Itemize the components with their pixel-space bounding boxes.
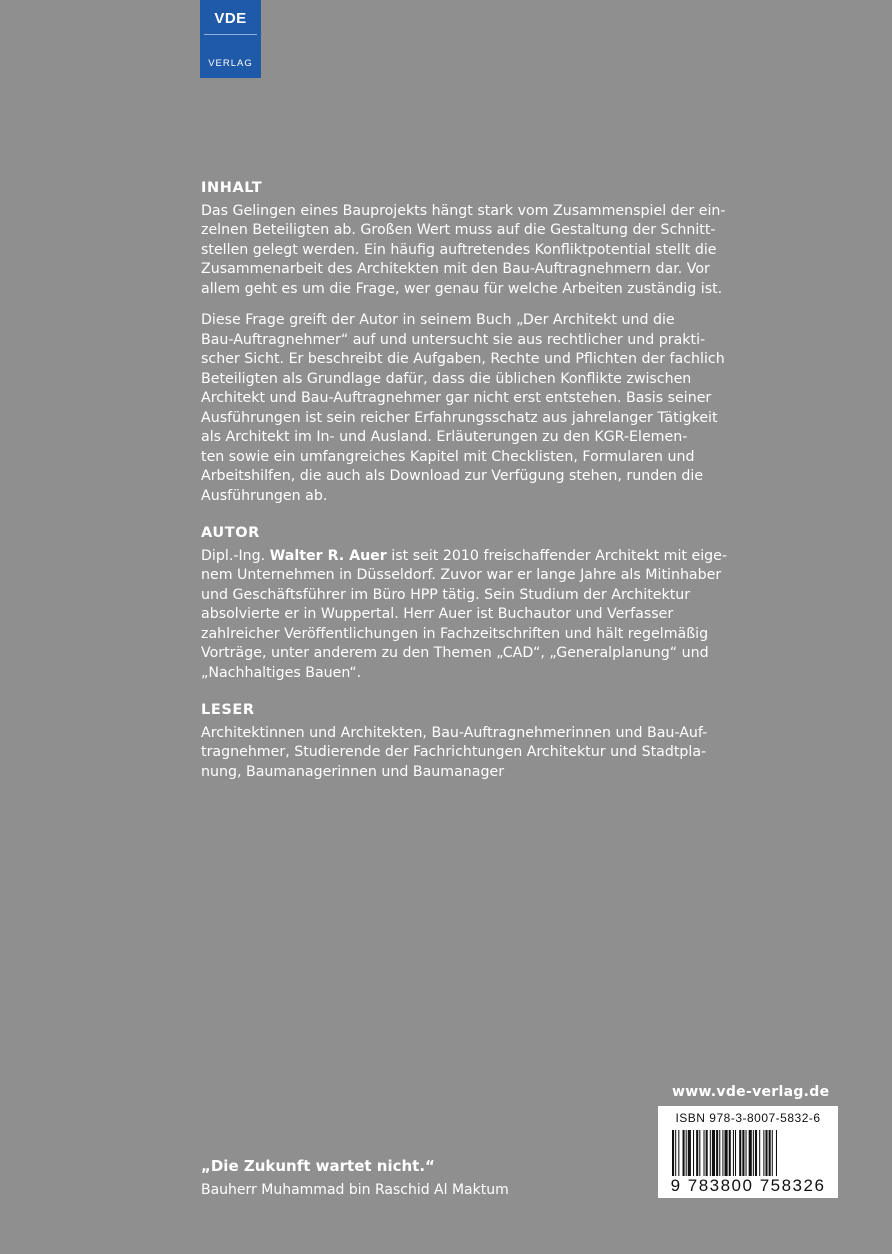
- text-line: Das Gelingen eines Bauprojekts hängt stark vom Zusammenspiel der ein-: [201, 202, 726, 219]
- isbn-barcode: [658, 1106, 838, 1198]
- text-line: „Nachhaltiges Bauen“.: [201, 664, 362, 681]
- barcode-bar: [759, 1130, 760, 1176]
- inhalt-paragraph-2: [201, 311, 741, 506]
- quote: „Die Zukunft wartet nicht.“: [201, 1157, 435, 1175]
- barcode-bar: [722, 1130, 723, 1176]
- barcode-bar: [769, 1130, 771, 1176]
- logo-sub: VERLAG: [208, 58, 253, 69]
- autor-heading: AUTOR: [201, 525, 260, 541]
- barcode-bar: [719, 1130, 720, 1176]
- website-url: www.vde-verlag.de: [672, 1084, 830, 1100]
- text-line: stellen gelegt werden. Ein häufig auftretendes Konfliktpotential stellt die: [201, 241, 717, 258]
- inhalt-paragraph-1: [201, 202, 741, 300]
- barcode-bar: [683, 1130, 685, 1176]
- text-line: Architekt und Bau-Auftragnehmer gar nicht erst entstehen. Basis seiner: [201, 390, 712, 406]
- barcode-bar: [686, 1130, 687, 1176]
- barcode-bar: [749, 1130, 752, 1176]
- barcode-bars: [672, 1130, 828, 1176]
- text-line: Arbeitshilfen, die auch als Download zur Verfügung stehen, runden die: [201, 468, 704, 484]
- author-prefix: Dipl.-Ing.: [201, 547, 270, 564]
- barcode-bar: [765, 1130, 767, 1176]
- barcode-bar: [729, 1130, 731, 1176]
- barcode-bar: [725, 1130, 728, 1176]
- text-line: [201, 547, 741, 567]
- barcode-bar: [716, 1130, 718, 1176]
- barcode-bar: [699, 1130, 700, 1176]
- barcode-bar: [739, 1130, 741, 1176]
- barcode-bar: [696, 1130, 698, 1176]
- text-line: Bau-Auftragnehmer“ auf und untersucht sie aus rechtlicher und prakti-: [201, 331, 706, 348]
- barcode-bar: [735, 1130, 736, 1176]
- barcode-bar: [742, 1130, 744, 1176]
- author-name: Walter R. Auer: [269, 547, 387, 564]
- back-cover-text: [201, 179, 741, 782]
- text-line: Vorträge, unter anderem zu den Themen „CAD“, „Generalplanung“ und: [201, 645, 709, 661]
- text-line: Ausführungen ist sein reicher Erfahrungsschatz aus jahrelanger Tätigkeit: [201, 409, 718, 426]
- logo-brand: VDE: [214, 10, 247, 27]
- barcode-bar: [776, 1130, 777, 1176]
- leser-heading: LESER: [201, 702, 255, 718]
- barcode-bar: [675, 1130, 676, 1176]
- text-line: Ausführungen ab.: [201, 487, 328, 504]
- text-line: Beteiligten als Grundlage dafür, dass die üblichen Konflikte zwischen: [201, 370, 692, 387]
- text-line: ten sowie ein umfangreiches Kapitel mit Checklisten, Formularen und: [201, 448, 695, 465]
- text-line: nung, Baumanagerinnen und Baumanager: [201, 763, 505, 780]
- isbn-number: ISBN 978-3-8007-5832-6: [675, 1111, 821, 1125]
- barcode-bar: [755, 1130, 757, 1176]
- text-line: zelnen Beteiligten ab. Großen Wert muss auf die Gestaltung der Schnitt-: [201, 222, 716, 238]
- barcode-bar: [753, 1130, 754, 1176]
- barcode-bar: [763, 1130, 764, 1176]
- text-line: Diese Frage greift der Autor in seinem Buch „Der Architekt und die: [201, 312, 675, 328]
- author-line-rest: ist seit 2010 freischaffender Architekt mit eige-: [386, 547, 727, 564]
- barcode-bar: [704, 1130, 705, 1176]
- barcode-bar: [772, 1130, 773, 1176]
- autor-paragraph: [201, 547, 741, 684]
- text-line: Zusammenarbeit des Architekten mit den Bau-Auftragnehmern dar. Vor: [201, 261, 710, 277]
- barcode-bar: [693, 1130, 694, 1176]
- text-line: tragnehmer, Studierende der Fachrichtungen Architektur und Stadtpla-: [201, 744, 707, 760]
- text-line: als Architekt im In- und Ausland. Erläuterungen zu den KGR-Elemen-: [201, 429, 688, 445]
- logo-divider: [204, 34, 257, 35]
- text-line: nem Unternehmen in Düsseldorf. Zuvor war er lange Jahre als Mitinhaber: [201, 567, 722, 583]
- inhalt-heading: INHALT: [201, 180, 263, 196]
- barcode-bar: [710, 1130, 711, 1176]
- barcode-bar: [678, 1130, 679, 1176]
- barcode-bar: [688, 1130, 691, 1176]
- text-line: Architektinnen und Architekten, Bau-Auftragnehmerinnen und Bau-Auf-: [201, 724, 708, 741]
- barcode-bar: [746, 1130, 747, 1176]
- vde-verlag-logo: [200, 0, 261, 78]
- leser-paragraph: [201, 724, 741, 783]
- text-line: zahlreicher Veröffentlichungen in Fachzeitschriften und hält regelmäßig: [201, 625, 709, 642]
- barcode-bar: [712, 1130, 715, 1176]
- barcode-bar: [706, 1130, 708, 1176]
- text-line: scher Sicht. Er beschreibt die Aufgaben, Rechte und Pflichten der fachlich: [201, 351, 725, 367]
- text-line: und Geschäftsführer im Büro HPP tätig. Sein Studium der Architektur: [201, 586, 691, 603]
- text-line: absolvierte er in Wuppertal. Herr Auer ist Buchautor und Verfasser: [201, 606, 674, 622]
- text-line: allem geht es um die Frage, wer genau für welche Arbeiten zuständig ist.: [201, 280, 723, 297]
- barcode-digits: 9 783800 758326: [670, 1176, 826, 1195]
- quote-source: Bauherr Muhammad bin Raschid Al Maktum: [201, 1182, 509, 1198]
- barcode-bar: [672, 1130, 674, 1176]
- barcode-bar: [733, 1130, 734, 1176]
